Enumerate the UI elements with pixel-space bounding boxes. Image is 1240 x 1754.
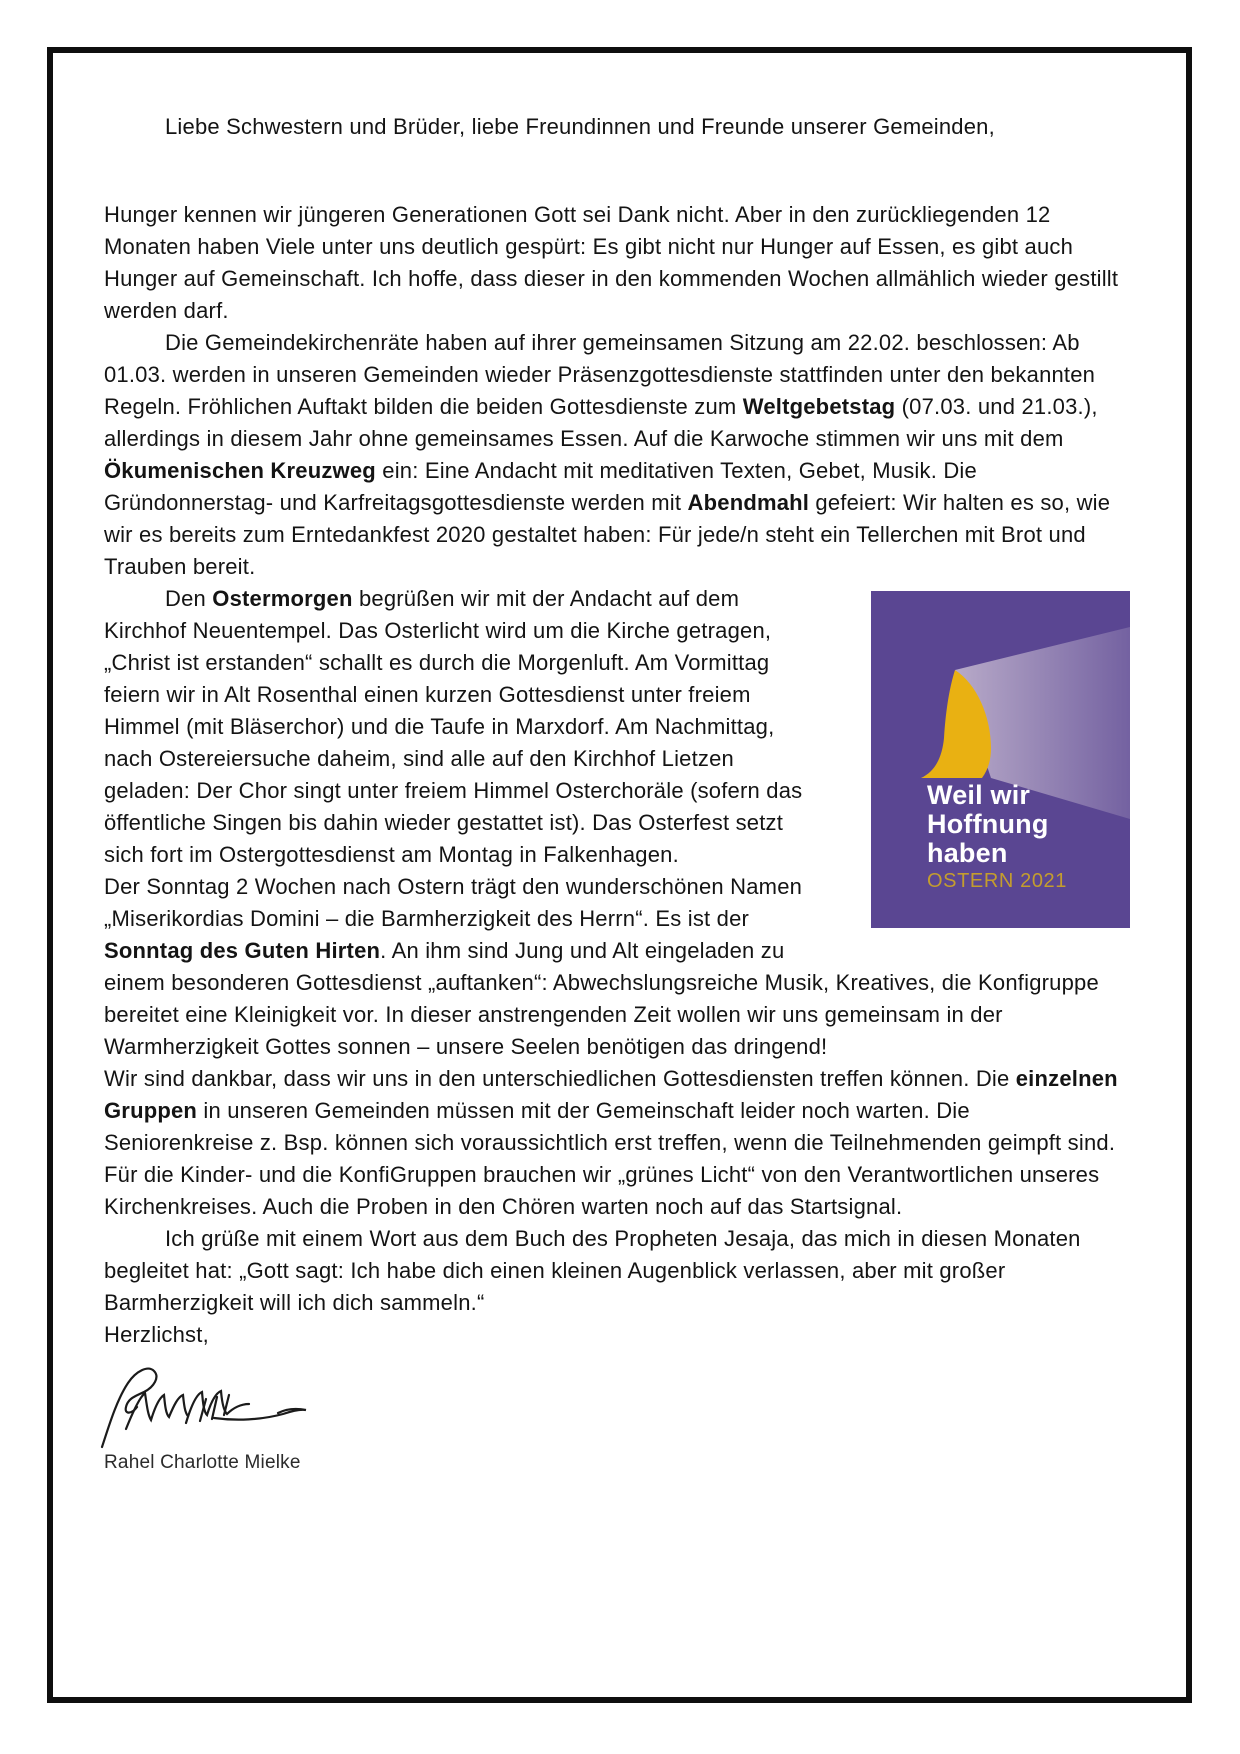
text-run: Der Sonntag 2 Wochen nach Ostern trägt den wunderschönen Namen „Miserikordias Domini – die Barmherzigkeit des Herrn“. Es ist der [104, 874, 803, 931]
easter-title-line2: Hoffnung [927, 809, 1049, 839]
text-run: Hunger kennen wir jüngeren Generationen Gott sei Dank nicht. Aber in den zurückliegenden 12 Monaten haben Viele unter uns deutlich gespürt: Es gibt nicht nur Hunger auf Essen, es gibt auch Hunger auf Gemeinschaft. Ich hoffe, dass dieser in den kommenden Wochen allmählich wieder gestillt werden darf. [104, 202, 1119, 323]
bold-text-run: Abendmahl [687, 490, 810, 515]
text-run: gefeiert: Wir halten es so, wie wir es bereits zum Erntedankfest 2020 gestaltet haben: Für jede/n steht ein Tellerchen mit Brot und Trauben bereit. [104, 490, 1111, 579]
text-run: Den [165, 586, 213, 611]
easter-title-line1: Weil wir [927, 780, 1031, 810]
easter-title-line3: haben [927, 838, 1008, 868]
easter-graphic [871, 591, 1130, 928]
signature-image [96, 1363, 326, 1449]
signature-name: Rahel Charlotte Mielke [104, 1452, 301, 1473]
paragraph-gruppen [104, 1063, 1120, 1223]
text-run: Wir sind dankbar, dass wir uns in den unterschiedlichen Gottesdiensten treffen können. Die [104, 1066, 1016, 1091]
bold-text-run: Sonntag des Guten Hirten [104, 938, 381, 963]
closing: Herzlichst, [104, 1322, 209, 1347]
text-run: . An ihm sind Jung und Alt eingeladen zu einem besonderen Gottesdienst „auftanken“: Abwechslungsreiche Musik, Kreatives, die Konfigruppe bereitet eine Kleinigkeit vor. In dieser anstrengenden Zeit wollen wir uns gemeinsam in der Warmherzigkeit Gottes sonnen – unsere Seelen benötigen das dringend! [104, 938, 1099, 1059]
bold-text-run: Ostermorgen [212, 586, 353, 611]
paragraph-jesaja [104, 1223, 1120, 1319]
paragraph-hunger [104, 199, 1120, 327]
text-run: (07.03. und 21.03.), allerdings in diesem Jahr ohne gemeinsames Essen. Auf die Karwoche stimmen wir uns mit dem [104, 394, 1098, 451]
text-run: in unseren Gemeinden müssen mit der Gemeinschaft leider noch warten. Die Seniorenkreise z. Bsp. können sich voraussichtlich erst treffen, wenn die Teilnehmenden geimpft sind. Für die Kinder- und die KonfiGruppen brauchen wir „grünes Licht“ von den Verantwortlichen unseres Kirchenkreises. Auch die Proben in den Chören warten noch auf das Startsignal. [104, 1098, 1116, 1219]
text-run: Die Gemeindekirchenräte haben auf ihrer gemeinsamen Sitzung am 22.02. beschlossen: Ab 01.03. werden in unseren Gemeinden wieder Präsenzgottesdienste stattfinden unter den bekannten Regeln. Fröhlichen Auftakt bilden die beiden Gottesdienste zum [104, 330, 1096, 419]
text-run: begrüßen wir mit der Andacht auf dem Kirchhof Neuentempel. Das Osterlicht wird um die Kirche getragen, „Christ ist erstanden“ schallt es durch die Morgenluft. Am Vormittag feiern wir in Alt Rosenthal einen kurzen Gottesdienst unter freiem Himmel (mit Bläserchor) und die Taufe in Marxdorf. Am Nachmittag, nach Ostereiersuche daheim, sind alle auf den Kirchhof Lietzen geladen: Der Chor singt unter freiem Himmel Osterchoräle (sofern das öffentliche Singen bis dahin wieder gestattet ist). Das Osterfest setzt sich fort im Ostergottesdienst am Montag in Falkenhagen. [104, 586, 803, 867]
easter-subtitle: OSTERN 2021 [927, 870, 1067, 892]
paragraph-gemeindekirchenraete [104, 327, 1120, 583]
salutation: Liebe Schwestern und Brüder, liebe Freundinnen und Freunde unserer Gemeinden, [165, 114, 995, 139]
page-border-frame [47, 47, 1192, 1703]
text-run: ein: Eine Andacht mit meditativen Texten, Gebet, Musik. Die Gründonnerstag- und Karfreitagsgottesdienste werden mit [104, 458, 977, 515]
bold-text-run: Weltgebetstag [742, 394, 896, 419]
text-run: Ich grüße mit einem Wort aus dem Buch des Propheten Jesaja, das mich in diesen Monaten begleitet hat: „Gott sagt: Ich habe dich einen kleinen Augenblick verlassen, aber mit großer Barmherzigkeit will ich dich sammeln.“ [104, 1226, 1081, 1315]
bold-text-run: Ökumenischen Kreuzweg [104, 458, 376, 483]
easter-graphic-text [927, 781, 1067, 891]
letter-body [53, 53, 1186, 1475]
bold-text-run: einzelnen Gruppen [104, 1066, 1118, 1123]
